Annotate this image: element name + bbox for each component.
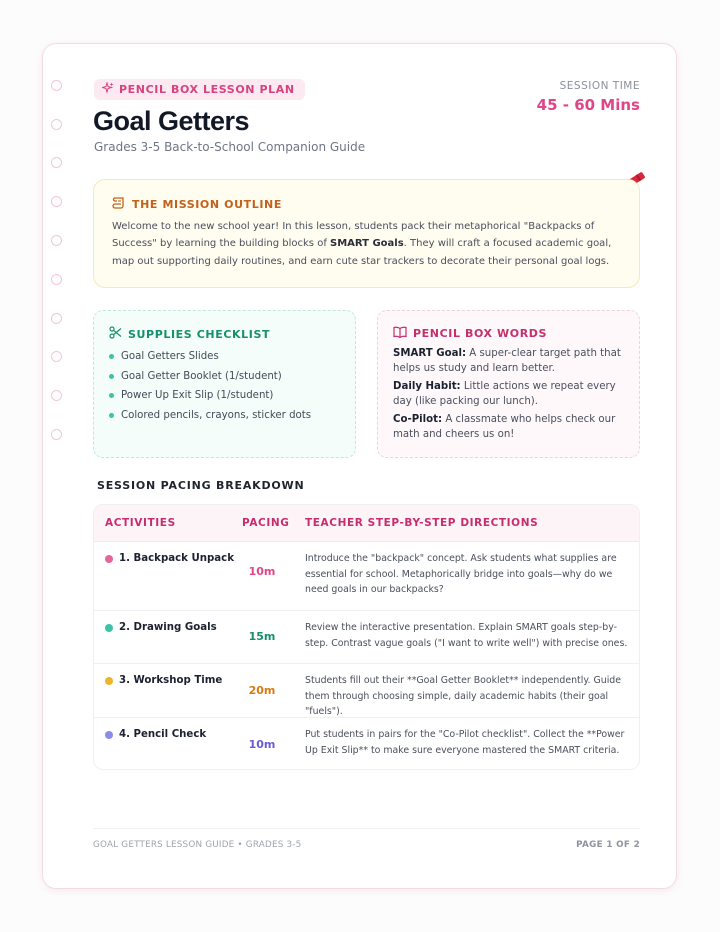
binder-hole-icon [51, 313, 62, 324]
binder-hole-icon [51, 235, 62, 246]
book-icon [393, 326, 407, 341]
directions-cell: Review the interactive presentation. Explain SMART goals step-by-step. Contrast vague goals ("I want to write well") with precise ones. [305, 622, 628, 649]
pencil-box-words-card [377, 310, 640, 458]
mission-outline-card [93, 179, 640, 288]
column-header-directions: TEACHER STEP-BY-STEP DIRECTIONS [305, 517, 539, 529]
list-item: Colored pencils, crayons, sticker dots [109, 406, 311, 426]
footer-guide-label: GOAL GETTERS LESSON GUIDE • GRADES 3-5 [93, 840, 302, 850]
words-heading [393, 326, 547, 341]
supplies-heading-label: SUPPLIES CHECKLIST [128, 327, 271, 341]
table-row [94, 663, 639, 718]
term-smart-goal: SMART Goal: A super-clear target path that helps us study and learn better. [393, 348, 621, 374]
directions-cell: Put students in pairs for the "Co-Pilot checklist". Collect the **Power Up Exit Slip** to make sure everyone mastered the SMART criteria. [305, 729, 625, 756]
supplies-checklist-card [93, 310, 356, 458]
activity-cell: 1. Backpack Unpack [105, 553, 234, 564]
binder-hole-icon [51, 351, 62, 362]
footer-page-number: PAGE 1 OF 2 [576, 840, 640, 850]
session-time-label: SESSION TIME [559, 80, 640, 92]
pacing-cell: 20m [248, 684, 276, 697]
table-header [94, 505, 639, 542]
words-heading-label: PENCIL BOX WORDS [413, 327, 548, 340]
supplies-list [109, 347, 311, 425]
supplies-heading [109, 326, 270, 342]
directions-cell: Students fill out their **Goal Getter Booklet** independently. Guide them through choosing simple, daily academic habits (their goal "fuels"). [305, 675, 622, 718]
binder-hole-icon [51, 119, 62, 130]
activity-cell: 2. Drawing Goals [105, 622, 217, 633]
table-row [94, 717, 639, 770]
activity-cell: 4. Pencil Check [105, 729, 206, 740]
pacing-section-title: SESSION PACING BREAKDOWN [97, 479, 305, 492]
list-item: Power Up Exit Slip (1/student) [109, 386, 311, 406]
term-daily-habit: Daily Habit: Little actions we repeat every day (like packing our lunch). [393, 381, 616, 407]
mission-heading [112, 196, 282, 213]
sparkle-icon [102, 82, 114, 97]
page-title: Goal Getters [93, 106, 250, 136]
directions-cell: Introduce the "backpack" concept. Ask students what supplies are essential for school. Metaphorically bridge into goals—why do we need goals in our backpacks? [305, 553, 617, 596]
table-row [94, 610, 639, 664]
binder-hole-icon [51, 429, 62, 440]
scissors-icon [109, 326, 122, 342]
binder-hole-icon [51, 390, 62, 401]
binder-hole-icon [51, 274, 62, 285]
session-time-value: 45 - 60 Mins [536, 96, 640, 114]
page-subtitle: Grades 3-5 Back-to-School Companion Guide [94, 140, 366, 154]
pacing-table [93, 504, 640, 770]
pacing-cell: 10m [248, 738, 276, 751]
mission-text: Welcome to the new school year! In this lesson, students pack their metaphorical "Backpacks of Success" by learning the building blocks of SMART Goals. They will craft a focused academic goal, map out supporting daily routines, and earn cute star trackers to decorate their personal goal logs. [112, 221, 612, 267]
table-row [94, 541, 639, 611]
scroll-icon [112, 196, 126, 213]
badge-label: PENCIL BOX LESSON PLAN [119, 83, 295, 96]
column-header-pacing: PACING [242, 517, 290, 529]
list-item: Goal Getters Slides [109, 347, 311, 367]
lesson-plan-badge [94, 79, 305, 100]
column-header-activities: ACTIVITIES [105, 517, 176, 529]
activity-cell: 3. Workshop Time [105, 675, 222, 686]
binder-hole-icon [51, 80, 62, 91]
mission-heading-label: THE MISSION OUTLINE [132, 198, 282, 211]
list-item: Goal Getter Booklet (1/student) [109, 367, 311, 387]
binder-hole-icon [51, 157, 62, 168]
term-co-pilot: Co-Pilot: A classmate who helps check our math and cheers us on! [393, 414, 616, 440]
binder-hole-icon [51, 196, 62, 207]
footer-divider [93, 828, 640, 829]
pacing-cell: 10m [248, 565, 276, 578]
pacing-cell: 15m [248, 630, 276, 643]
